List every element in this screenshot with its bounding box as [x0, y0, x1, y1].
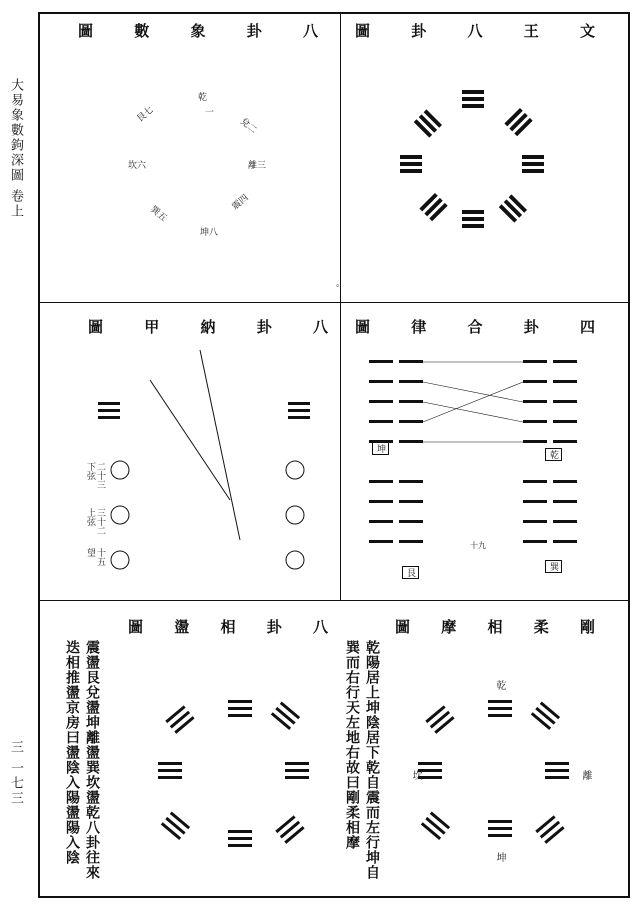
trigram-right	[288, 402, 310, 419]
mid-right-note: 十九	[470, 541, 486, 550]
trigram-w	[400, 155, 422, 173]
panel-title-top-left: 圖 數 象 卦 八	[78, 22, 318, 40]
panel-title-bottom-right: 圖 摩 相 柔 剛	[395, 618, 595, 636]
trigram-nw	[414, 109, 442, 137]
trigram-e	[522, 155, 544, 173]
trigram-label-kun: 坤	[494, 852, 505, 862]
label-23: 二十三	[95, 462, 105, 489]
svg-text:坤八: 坤八	[200, 228, 219, 238]
panel-title-mid-right: 圖 律 合 卦 四	[355, 318, 595, 336]
yao-column-3	[523, 360, 547, 543]
book-title: 大易象數鉤深圖 卷上	[8, 78, 23, 220]
page-number: 三 一七三	[8, 740, 23, 807]
svg-text:艮七: 艮七	[135, 105, 156, 125]
col-divider-top	[340, 12, 341, 302]
trigram-label-kan: 坎	[410, 770, 421, 780]
trigram-sw	[419, 193, 447, 221]
svg-text:兌二: 兌二	[238, 116, 259, 136]
panel-title-bottom-left: 圖 盪 相 卦 八	[128, 618, 328, 636]
label-15: 十五	[95, 548, 105, 566]
panel-title-top-right: 圖 卦 八 王 文	[355, 22, 595, 40]
bottom-right-text: 乾陽居上坤陰居下乾自震而左行坤自巽而右行天左地右故曰剛柔相摩	[344, 640, 380, 880]
trigram-label-li: 離	[580, 770, 591, 780]
label-xun: 巽	[545, 560, 562, 573]
svg-text:坎六: 坎六	[128, 161, 147, 171]
trigram-left	[98, 402, 120, 419]
trigram-label-qian: 乾	[494, 680, 505, 690]
trigram-ne	[504, 108, 532, 136]
mark-n: 乾	[198, 93, 208, 103]
row-divider-1	[38, 302, 630, 303]
col-divider-mid	[340, 302, 341, 600]
bottom-right-diagram	[400, 670, 600, 880]
yao-column-2	[399, 360, 423, 543]
lulu-diagram	[355, 340, 605, 590]
svg-text:一: 一	[205, 108, 215, 118]
svg-text:巽五: 巽五	[148, 204, 169, 224]
label-lower-quarter: 下弦	[85, 462, 95, 480]
trigram-s	[462, 210, 484, 228]
label-qian: 乾	[545, 448, 562, 461]
svg-text:離三: 離三	[248, 161, 267, 171]
panel-title-mid-left: 圖 甲 納 卦 八	[88, 318, 328, 336]
label-gen: 艮	[402, 566, 419, 579]
top-left-foot: 。	[336, 279, 346, 289]
number-symbol-marks	[40, 60, 340, 300]
bottom-left-diagram	[140, 670, 340, 880]
bottom-left-text: 震盪艮兌盪坤離盪巽坎盪乾八卦往來迭相推盪京房曰盪陰入陽盪陽入陰	[64, 640, 100, 880]
trigram-se	[499, 194, 527, 222]
svg-text:震四: 震四	[230, 193, 251, 213]
label-32: 三十二	[95, 508, 105, 535]
row-divider-2	[38, 600, 630, 601]
label-full: 望	[85, 548, 95, 557]
label-upper-quarter: 上弦	[85, 508, 95, 526]
trigram-n	[462, 90, 484, 108]
label-kun: 坤	[372, 442, 389, 455]
king-wen-diagram	[350, 60, 610, 280]
